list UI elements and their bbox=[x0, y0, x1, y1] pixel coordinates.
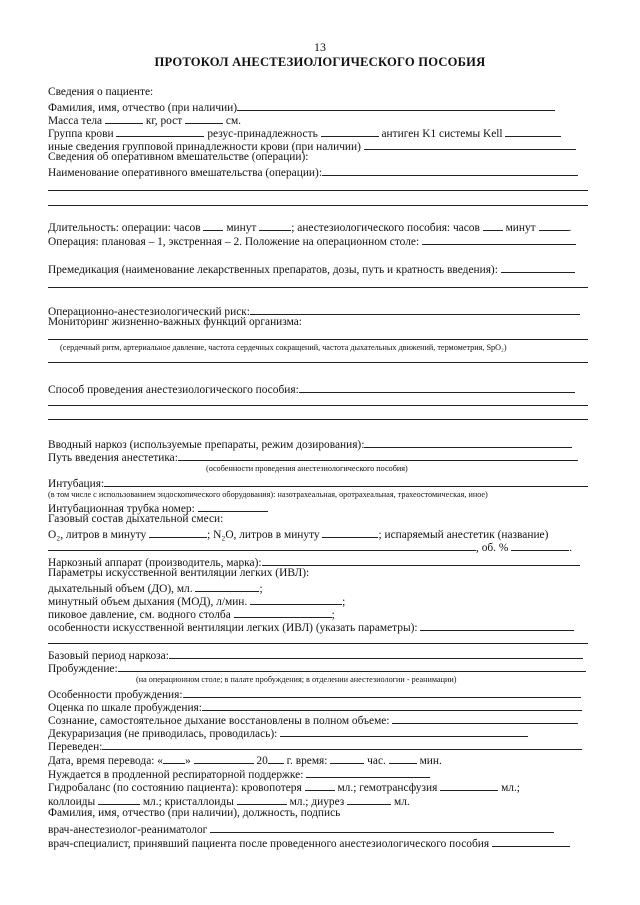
operation-name-field[interactable] bbox=[322, 164, 578, 176]
awakening-features-field[interactable] bbox=[183, 686, 581, 698]
gas-header: Газовый состав дыхательной смеси: bbox=[48, 513, 224, 525]
fio-field[interactable] bbox=[237, 99, 555, 111]
kell-field[interactable] bbox=[505, 125, 561, 137]
colloids-field[interactable] bbox=[98, 793, 140, 805]
peak-pressure-field[interactable] bbox=[234, 606, 332, 618]
minute-volume-field[interactable] bbox=[250, 593, 342, 605]
doctor1-row: врач-анестезиолог-реаниматолог bbox=[48, 821, 554, 837]
doctor2-field[interactable] bbox=[492, 835, 570, 847]
base-period-field[interactable] bbox=[169, 647, 583, 659]
other-blood-field[interactable] bbox=[364, 138, 576, 150]
operation-header: Сведения об оперативном вмешательстве (операции): bbox=[48, 151, 309, 163]
n2o-field[interactable] bbox=[322, 526, 378, 538]
mass-row: Масса тела кг, рост см. bbox=[48, 112, 241, 128]
tube-number-field[interactable] bbox=[198, 500, 268, 512]
ivl-features-line-2[interactable] bbox=[48, 643, 588, 644]
method-line-2[interactable] bbox=[48, 405, 588, 406]
awakening-scale-field[interactable] bbox=[202, 699, 582, 711]
method-row: Способ проведения анестезиологического пособия: bbox=[48, 381, 575, 397]
time-field[interactable] bbox=[330, 752, 364, 764]
intubation-note: (в том числе с использованием эндоскопического оборудования): назотрахеальная, оротрахеальная, трахеостомическая, иное) bbox=[48, 490, 488, 499]
hemotransfusion-field[interactable] bbox=[440, 779, 498, 791]
o2-field[interactable] bbox=[149, 526, 207, 538]
do-row: дыхательный объем (ДО), мл. ; bbox=[48, 580, 263, 596]
resp-support-row: Нуждается в продленной респираторной поддержке: bbox=[48, 766, 430, 782]
anesthesia-hours-field[interactable] bbox=[483, 219, 503, 231]
risk-field[interactable] bbox=[250, 303, 580, 315]
awakening-scale-row: Оценка по шкале пробуждения: bbox=[48, 699, 582, 715]
awakening-features-row: Особенности пробуждения: bbox=[48, 686, 581, 702]
ivl-features-row: особенности искусственной вентиляции легких (ИВЛ) (указать параметры): bbox=[48, 619, 574, 635]
signature-label: Фамилия, имя, отчество (при наличии), должность, подпись bbox=[48, 807, 341, 819]
blood-row: Группа крови резус-принадлежность антиген K1 системы Kell bbox=[48, 125, 561, 141]
decurarization-row: Декураризация (не приводилась, проводилась): bbox=[48, 725, 528, 741]
mod-row: минутный объем дыхания (МОД), л/мин. ; bbox=[48, 593, 345, 609]
patient-header: Сведения о пациенте: bbox=[48, 86, 154, 98]
induction-field[interactable] bbox=[364, 436, 572, 448]
method-line-3[interactable] bbox=[48, 419, 588, 420]
awakening-row: Пробуждение: bbox=[48, 660, 586, 676]
route-row: Путь введения анестетика: bbox=[48, 449, 578, 465]
evaporant-field[interactable] bbox=[48, 539, 476, 551]
year-field[interactable] bbox=[268, 752, 284, 764]
monitoring-line[interactable] bbox=[48, 339, 588, 340]
method-field[interactable] bbox=[299, 381, 575, 393]
diuresis-field[interactable] bbox=[347, 793, 391, 805]
decurarization-field[interactable] bbox=[280, 725, 528, 737]
blood-group-field[interactable] bbox=[116, 125, 204, 137]
position-field[interactable] bbox=[422, 233, 576, 245]
duration-row: Длительность: операции: часов минут ; анестезиологического пособия: часов минут . bbox=[48, 219, 571, 235]
vol-percent-field[interactable] bbox=[511, 539, 569, 551]
date-row: Дата, время перевода: « » 20 г. время: час. мин. bbox=[48, 752, 442, 768]
height-field[interactable] bbox=[185, 112, 223, 124]
premed-field[interactable] bbox=[501, 261, 575, 273]
monitoring-note: (сердечный ритм, артериальное давление, частота сердечных сокращений, частота дыхательных движений, термометрия, SpO₂) bbox=[60, 343, 507, 352]
operation-type-row: Операция: плановая – 1, экстренная – 2. Положение на операционном столе: bbox=[48, 233, 576, 249]
tidal-volume-field[interactable] bbox=[195, 580, 259, 592]
intubation-field[interactable] bbox=[104, 475, 588, 487]
page-title: ПРОТОКОЛ АНЕСТЕЗИОЛОГИЧЕСКОГО ПОСОБИЯ bbox=[154, 55, 486, 69]
operation-hours-field[interactable] bbox=[203, 219, 223, 231]
machine-row: Наркозный аппарат (производитель, марка): bbox=[48, 554, 580, 570]
resp-support-field[interactable] bbox=[306, 766, 430, 778]
minute-field[interactable] bbox=[389, 752, 417, 764]
transferred-field[interactable] bbox=[102, 738, 582, 750]
fluid-row: Гидробаланс (по состоянию пациента): кровопотеря мл.; гемотрансфузия мл.; bbox=[48, 779, 520, 795]
doctor1-field[interactable] bbox=[210, 821, 554, 833]
peak-row: пиковое давление, см. водного столба ; bbox=[48, 606, 335, 622]
day-field[interactable] bbox=[163, 752, 185, 764]
transferred-row: Переведен: bbox=[48, 738, 582, 754]
fio-row: Фамилия, имя, отчество (при наличии) bbox=[48, 99, 555, 115]
anesthesia-minutes-field[interactable] bbox=[539, 219, 569, 231]
doctor2-row: врач-специалист, принявший пациента после проведенного анестезиологического пособия bbox=[48, 835, 570, 851]
monitoring-line-2[interactable] bbox=[48, 362, 588, 363]
route-note: (особенности проведения анестезиологического пособия) bbox=[206, 464, 408, 473]
operation-name-line-2[interactable] bbox=[48, 190, 588, 191]
risk-row: Операционно-анестезиологический риск: bbox=[48, 303, 580, 319]
premed-line-2[interactable] bbox=[48, 287, 588, 288]
base-period-row: Базовый период наркоза: bbox=[48, 647, 583, 663]
intubation-row: Интубация: bbox=[48, 475, 588, 491]
route-field[interactable] bbox=[178, 449, 578, 461]
ivl-header: Параметры искусственной вентиляции легких (ИВЛ): bbox=[48, 567, 310, 579]
crystalloids-field[interactable] bbox=[237, 793, 287, 805]
induction-row: Вводный наркоз (используемые препараты, режим дозирования): bbox=[48, 436, 572, 452]
awakening-note: (на операционном столе; в палате пробуждения; в отделении анестезиологии - реанимации) bbox=[136, 675, 457, 684]
blood-loss-field[interactable] bbox=[305, 779, 335, 791]
tube-row: Интубационная трубка номер: bbox=[48, 500, 268, 516]
consciousness-row: Сознание, самостоятельное дыхание восстановлены в полном объеме: bbox=[48, 712, 578, 728]
month-field[interactable] bbox=[194, 752, 254, 764]
gas-row-2: , об. % . bbox=[48, 539, 572, 555]
operation-minutes-field[interactable] bbox=[259, 219, 291, 231]
mass-field[interactable] bbox=[105, 112, 143, 124]
rhesus-field[interactable] bbox=[321, 125, 379, 137]
consciousness-field[interactable] bbox=[392, 712, 578, 724]
operation-name-line-3[interactable] bbox=[48, 205, 588, 206]
ivl-features-field[interactable] bbox=[420, 619, 574, 631]
colloids-row: коллоиды мл.; кристаллоиды мл.; диурез мл. bbox=[48, 793, 410, 809]
awakening-field[interactable] bbox=[118, 660, 586, 672]
monitoring-label: Мониторинг жизненно-важных функций организма: bbox=[48, 316, 302, 328]
machine-field[interactable] bbox=[262, 554, 580, 566]
operation-name-row: Наименование оперативного вмешательства (операции): bbox=[48, 164, 578, 180]
page-number: 13 bbox=[314, 40, 326, 54]
gas-row: O₂, литров в минуту ; N₂O, литров в минуту ; испаряемый анестетик (название) bbox=[48, 526, 548, 542]
other-blood-row: иные сведения групповой принадлежности крови (при наличии) bbox=[48, 138, 576, 154]
premed-row: Премедикация (наименование лекарственных препаратов, дозы, путь и кратность введения): bbox=[48, 261, 575, 277]
